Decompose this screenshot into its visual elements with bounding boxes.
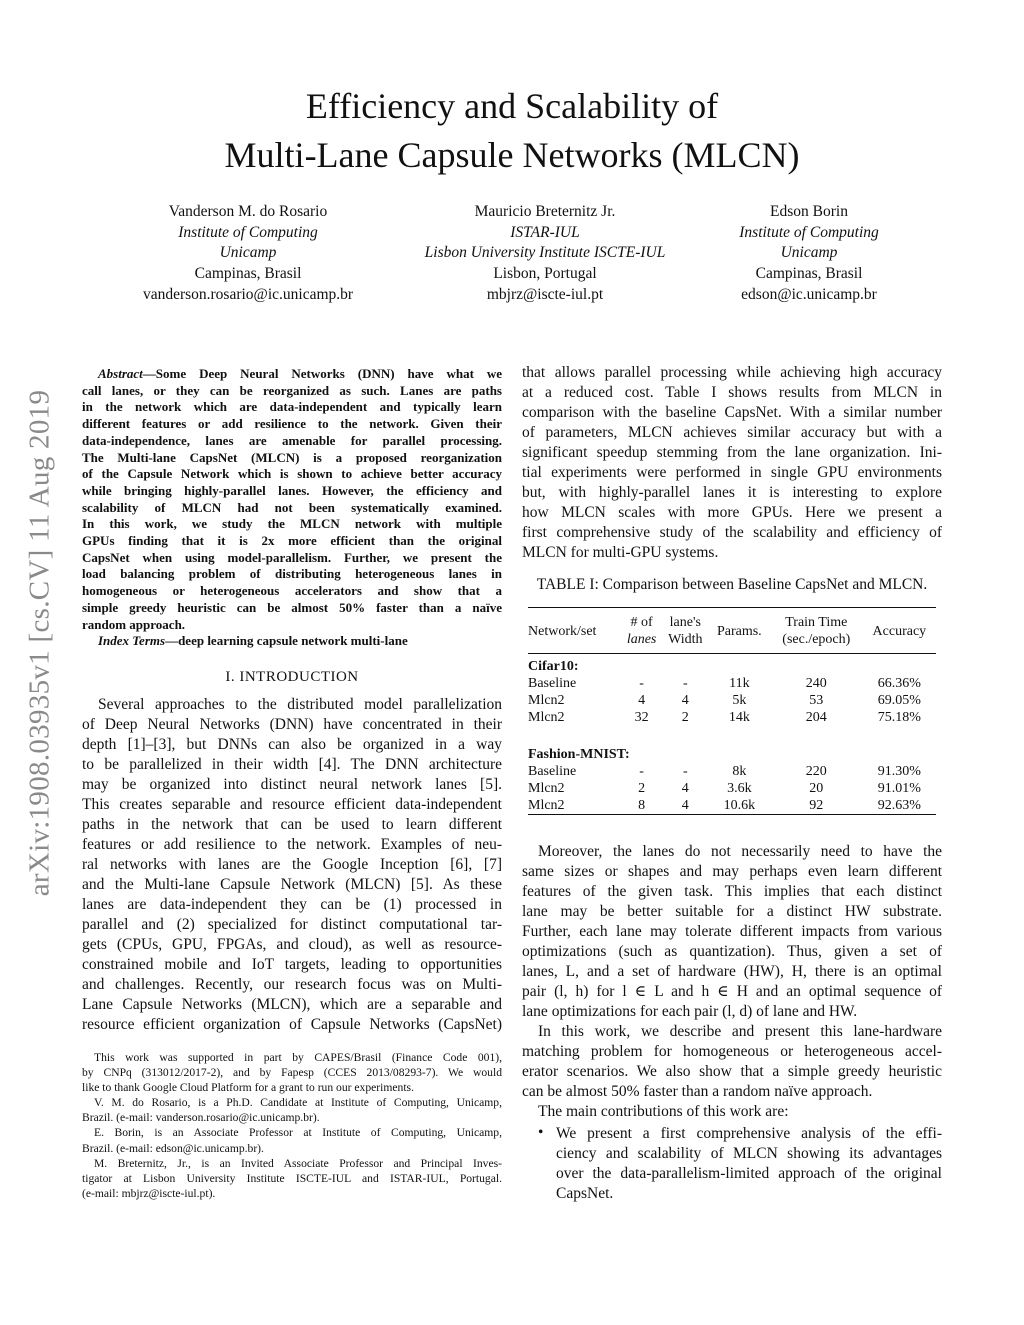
table-cell: 75.18% xyxy=(877,710,921,725)
text-line: significant speedup stemming from the lane organization. Ini- xyxy=(522,444,942,461)
author-affiliation: Lisbon University Institute ISCTE-IUL xyxy=(424,244,666,262)
table-cell: 20 xyxy=(809,781,824,796)
table-cell: - xyxy=(682,764,688,779)
author-name: Mauricio Breternitz Jr. xyxy=(474,203,616,220)
text-line: gets (CPUs, GPU, FPGAs, and cloud), as well as resource- xyxy=(82,936,502,953)
text-line: same sizes or shapes and may perhaps even learn different xyxy=(522,863,942,880)
text-line: Index Terms—deep learning capsule network multi-lane xyxy=(98,633,408,649)
author-affiliation: Institute of Computing xyxy=(739,223,879,241)
text-line: lane optimizations for each pair (l, d) of lane and HW. xyxy=(522,1003,858,1020)
text-line: like to thank Google Cloud Platform for a grant to run our experiments. xyxy=(82,1081,414,1095)
text-line: optimizations (such as quantization). Thus, given a set of xyxy=(522,943,942,960)
author-affiliation: Unicamp xyxy=(219,244,277,262)
table-group-label: Fashion-MNIST: xyxy=(528,747,630,762)
abstract xyxy=(82,366,502,650)
text-line: In this work, we study the MLCN network with multiple xyxy=(82,516,502,532)
text-line: V. M. do Rosario, is a Ph.D. Candidate at Institute of Computing, Unicamp, xyxy=(94,1096,502,1110)
paragraph xyxy=(82,1125,502,1155)
text-line: tigator at Lisbon University Institute ISCTE-IUL and ISTAR-IUL, Portugal. xyxy=(82,1171,502,1185)
table-cell: 4 xyxy=(681,798,689,813)
text-line: GPUs finding that it is 2x more efficient than the original xyxy=(82,533,502,549)
text-line: but, with highly-parallel lanes it is interesting to explore xyxy=(522,484,942,501)
text-line: in the network which are data-independent and typically learn xyxy=(82,399,502,415)
column-header xyxy=(662,608,709,654)
text-line: simple greedy heuristic can be almost 50% faster than a naïve xyxy=(82,599,502,615)
text-line: constrained mobile and IoT targets, leading to opportunities xyxy=(82,956,502,973)
column-header-text: Width xyxy=(668,632,703,647)
text-line: call lanes, or they can be reorganized as such. Lanes are paths xyxy=(82,382,502,398)
text-line: can be almost 50% faster than a random naïve approach. xyxy=(522,1083,873,1100)
table-cell: 5k xyxy=(732,693,747,708)
text-line: erator scenarios. We also show that a simple greedy heuristic xyxy=(522,1063,942,1080)
table-cell: 92.63% xyxy=(877,798,921,813)
author-block xyxy=(88,202,408,306)
text-line: while bringing highly-parallel lanes. However, the efficiency and xyxy=(82,482,502,498)
author-affiliation: ISTAR-IUL xyxy=(510,223,580,241)
column-header-text: lanes xyxy=(626,632,657,647)
table-row xyxy=(528,692,936,709)
text-line: that allows parallel processing while achieving high accuracy xyxy=(522,364,942,381)
column-header xyxy=(621,608,661,654)
introduction-continued xyxy=(522,363,942,563)
text-line: tial experiments were performed in single GPU environments xyxy=(522,464,942,481)
text-line: ral networks with lanes are the Google Inception [6], [7] xyxy=(82,856,502,873)
text-line: lane may be better suitable for a distinct HW substrate. xyxy=(522,903,942,920)
table-cell: 204 xyxy=(805,710,827,725)
author-email[interactable]: vanderson.rosario@ic.unicamp.br xyxy=(142,285,354,303)
table-cell: 240 xyxy=(805,676,827,691)
table-cell: Baseline xyxy=(528,764,577,779)
table-cell: - xyxy=(682,676,688,691)
text-line: parallel and (2) specialized for distinct computational tar- xyxy=(82,916,502,933)
text-line: pair (l, h) for l ∈ L and h ∈ H and an optimal sequence of xyxy=(522,983,942,1000)
paragraph xyxy=(522,1102,942,1122)
author-location: Campinas, Brasil xyxy=(194,265,302,283)
text-line: and challenges. Recently, our research focus was on Multi- xyxy=(82,976,502,993)
table-cell: 4 xyxy=(681,693,689,708)
column-header xyxy=(770,608,863,654)
text-line: MLCN for multi-GPU systems. xyxy=(522,544,719,561)
text-line: We present a first comprehensive analysis of the effi- xyxy=(556,1125,942,1142)
text-line: homogeneous or heterogeneous accelerators and show that a xyxy=(82,583,502,599)
author-email[interactable]: edson@ic.unicamp.br xyxy=(741,285,877,303)
text-line: and the Multi-lane Capsule Network (MLCN) [5]. As these xyxy=(82,876,502,893)
bullet-icon: • xyxy=(538,1124,544,1141)
author-location: Campinas, Brasil xyxy=(755,265,863,283)
text-line: Brazil. (e-mail: vanderson.rosario@ic.unicamp.br). xyxy=(82,1111,320,1125)
table-row xyxy=(528,797,936,815)
text-line: features or add resilience to the network. Examples of neu- xyxy=(82,836,502,853)
text-line: by CNPq (313012/2017-2), and by Fapesp (CCES 2013/08293-7). We would xyxy=(82,1066,502,1080)
column-header-text: # of xyxy=(630,615,653,630)
column-header-text: Params. xyxy=(716,623,762,639)
text-line: CapsNet. xyxy=(556,1185,614,1202)
text-line: ciency and scalability of MLCN showing its advantages xyxy=(556,1145,942,1162)
table-cell: 69.05% xyxy=(877,693,921,708)
table-cell: Mlcn2 xyxy=(528,693,565,708)
paragraph xyxy=(82,1050,502,1095)
paragraph xyxy=(522,363,942,563)
table-cell: 14k xyxy=(728,710,750,725)
text-line: lanes are data-independent they can be (1) processed in xyxy=(82,896,502,913)
table-cell: 8k xyxy=(732,764,747,779)
text-line: CapsNet when using model-parallelism. Further, we present the xyxy=(82,549,502,565)
column-header xyxy=(709,608,770,654)
column-header-text: Network/set xyxy=(528,623,597,639)
text-line: matching problem for homogeneous or heterogeneous accel- xyxy=(522,1043,942,1060)
table-cell: Baseline xyxy=(528,676,577,691)
table-cell: Mlcn2 xyxy=(528,710,565,725)
table-cell: Mlcn2 xyxy=(528,781,565,796)
section-heading-introduction: I. INTRODUCTION xyxy=(225,669,359,685)
text-line: how MLCN scales with more GPUs. Here we present a xyxy=(522,504,942,521)
text-line: Further, each lane may tolerate different impacts from various xyxy=(522,923,942,940)
contributions-list xyxy=(556,1124,942,1204)
text-line: to be parallelized in their width [4]. The DNN architecture xyxy=(82,756,502,773)
table-cell: 10.6k xyxy=(723,798,756,813)
table-cell: 91.01% xyxy=(877,781,921,796)
text-line: The main contributions of this work are: xyxy=(538,1103,789,1120)
column-header xyxy=(863,608,936,654)
table-group-label: Cifar10: xyxy=(528,659,579,674)
text-line: features of the given task. This implies that each distinct xyxy=(522,883,942,900)
author-affiliation: Institute of Computing xyxy=(178,223,318,241)
table-row xyxy=(528,709,936,726)
paragraph xyxy=(522,1022,942,1102)
column-header-text: (sec./epoch) xyxy=(782,632,851,647)
table-cell: 4 xyxy=(638,693,646,708)
paragraph xyxy=(82,633,502,650)
column-header-text: Train Time xyxy=(785,615,848,630)
text-line: Moreover, the lanes do not necessarily need to have the xyxy=(538,843,942,860)
text-line: This creates separable and resource efficient data-independent xyxy=(82,796,502,813)
table-cell: 8 xyxy=(638,798,646,813)
text-line: at a reduced cost. Table I shows results from MLCN in xyxy=(522,384,942,401)
text-line: of the Capsule Network which is shown to achieve better accuracy xyxy=(82,466,502,482)
table-row xyxy=(528,763,936,780)
table-cell: Mlcn2 xyxy=(528,798,565,813)
introduction-text-2 xyxy=(522,842,942,1122)
author-name: Vanderson M. do Rosario xyxy=(168,203,328,220)
text-line: random approach. xyxy=(82,616,186,632)
table-cell: - xyxy=(639,764,644,779)
table-caption: TABLE I: Comparison between Baseline CapsNet and MLCN. xyxy=(536,576,928,593)
results-table xyxy=(528,607,936,815)
text-line: Brazil. (e-mail: edson@ic.unicamp.br). xyxy=(82,1141,264,1155)
text-line: This work was supported in part by CAPES/Brasil (Finance Code 001), xyxy=(94,1051,502,1064)
footnotes xyxy=(82,1050,502,1201)
column-header-text: lane's xyxy=(669,615,701,630)
table-row xyxy=(528,780,936,797)
author-location: Lisbon, Portugal xyxy=(493,265,597,283)
text-line: data-independence, lanes are amenable for parallel processing. xyxy=(82,432,502,448)
text-line: load balancing problem of distributing heterogeneous lanes in xyxy=(82,566,502,582)
text-line: first comprehensive study of the scalability and efficiency of xyxy=(522,524,942,541)
paragraph xyxy=(82,1156,502,1201)
text-line: resource efficient organization of Capsule Networks (CapsNet) xyxy=(82,1016,502,1033)
table-row xyxy=(528,675,936,692)
table-cell: 53 xyxy=(809,693,824,708)
text-line: E. Borin, is an Associate Professor at Institute of Computing, Unicamp, xyxy=(94,1126,502,1140)
paper-title xyxy=(0,82,1024,180)
text-line: may be organized into distinct neural network lanes [5]. xyxy=(82,776,502,793)
table-cell: 2 xyxy=(638,781,646,796)
table-cell: 66.36% xyxy=(877,676,921,691)
text-line: comparison with the baseline CapsNet. With a similar number xyxy=(522,404,942,421)
table-cell: 4 xyxy=(681,781,689,796)
table-cell: 11k xyxy=(729,676,750,691)
text-line: (e-mail: mbjrz@iscte-iul.pt). xyxy=(82,1186,216,1200)
author-name: Edson Borin xyxy=(770,203,848,220)
text-line: In this work, we describe and present this lane-hardware xyxy=(538,1023,942,1040)
table-cell: 91.30% xyxy=(877,764,921,779)
paragraph xyxy=(82,366,502,633)
paragraph xyxy=(522,842,942,1022)
paragraph xyxy=(82,1095,502,1125)
author-affiliation: Unicamp xyxy=(780,244,838,262)
text-line: Abstract—Some Deep Neural Networks (DNN) have what we xyxy=(98,366,502,381)
title-line: Multi-Lane Capsule Networks (MLCN) xyxy=(224,135,800,175)
text-line: Lane Capsule Networks (MLCN), which are a separable and xyxy=(82,996,502,1013)
table-cell: 32 xyxy=(634,710,649,725)
introduction-text xyxy=(82,695,502,1035)
text-line: The Multi-lane CapsNet (MLCN) is a proposed reorganization xyxy=(82,449,502,465)
table-cell: 2 xyxy=(681,710,689,725)
text-line: depth [1]–[3], but DNNs can also be organized in a way xyxy=(82,736,502,753)
arxiv-identifier: arXiv:1908.03935v1 [cs.CV] 11 Aug 2019 xyxy=(23,389,56,897)
text-line: Several approaches to the distributed model parallelization xyxy=(98,696,502,713)
text-line: scalability of MLCN had not been systematically examined. xyxy=(82,499,502,515)
author-block xyxy=(649,202,969,306)
text-line: over the data-parallelism-limited approach of the original xyxy=(556,1165,942,1182)
text-line: lanes, L, and a set of hardware (HW), H, there is an optimal xyxy=(522,963,942,980)
author-email[interactable]: mbjrz@iscte-iul.pt xyxy=(486,285,604,303)
text-line: of Deep Neural Networks (DNN) have concentrated in their xyxy=(82,716,502,733)
paragraph xyxy=(556,1124,942,1204)
column-header xyxy=(528,608,621,654)
text-line: of parameters, MLCN achieves similar accuracy but with a xyxy=(522,424,942,441)
table-cell: 220 xyxy=(805,764,827,779)
table-cell: 92 xyxy=(809,798,824,813)
text-line: M. Breternitz, Jr., is an Invited Associate Professor and Principal Inves- xyxy=(94,1156,502,1170)
text-line: different features or add resilience to the network. Given their xyxy=(82,416,502,432)
table-cell: 3.6k xyxy=(727,781,752,796)
column-header-text: Accuracy xyxy=(872,623,927,639)
paragraph xyxy=(82,695,502,1035)
text-line: paths in the network that can be used to learn different xyxy=(82,816,502,833)
table-cell: - xyxy=(639,676,644,691)
title-line: Efficiency and Scalability of xyxy=(305,86,719,126)
